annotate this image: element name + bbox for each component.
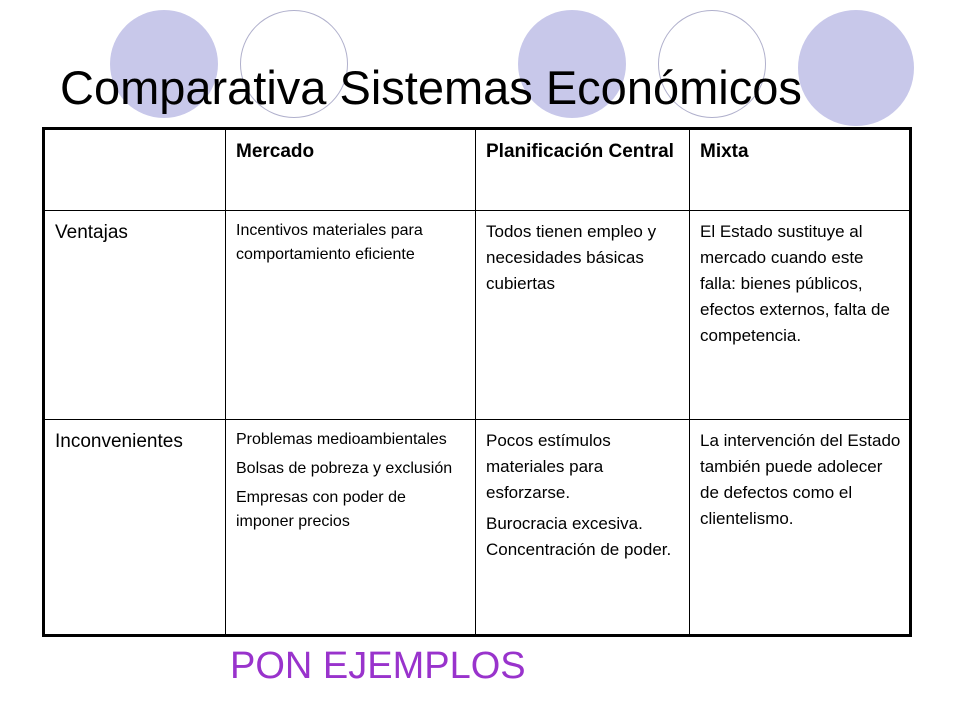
cell-text: Problemas medioambientales: [236, 431, 447, 448]
header-cell-mercado: Mercado: [226, 129, 476, 211]
cell-text: El Estado sustituye al mercado cuando este falla: bienes públicos, efectos externos, falta de competencia.: [700, 222, 890, 345]
decorative-circle: [798, 10, 914, 126]
table-header-row: [44, 129, 911, 211]
footer-prompt: PON EJEMPLOS: [230, 645, 526, 687]
table-row-ventajas: [44, 211, 911, 420]
table-cell: [690, 420, 911, 636]
row-label-ventajas: Ventajas: [44, 211, 226, 420]
table-cell: [476, 420, 690, 636]
cell-text: La intervención del Estado también puede adolecer de defectos como el clientelismo.: [700, 431, 901, 528]
cell-text: Incentivos materiales para comportamiento eficiente: [236, 222, 423, 263]
slide-title: Comparativa Sistemas Económicos: [60, 61, 802, 114]
header-cell-mixta: Mixta: [690, 129, 911, 211]
table-cell: [476, 211, 690, 420]
cell-text: Empresas con poder de imponer precios: [236, 489, 406, 530]
header-cell-planificacion: Planificación Central: [476, 129, 690, 211]
header-cell-empty: [44, 129, 226, 211]
table-cell: [226, 420, 476, 636]
comparison-table: [42, 127, 912, 637]
cell-text: Pocos estímulos materiales para esforzarse.: [486, 431, 611, 502]
row-label-inconvenientes: Inconvenientes: [44, 420, 226, 636]
cell-text: Bolsas de pobreza y exclusión: [236, 460, 453, 477]
cell-text: Burocracia excesiva. Concentración de poder.: [486, 514, 672, 559]
table-cell: [690, 211, 911, 420]
cell-text: Todos tienen empleo y necesidades básicas cubiertas: [486, 222, 657, 293]
table-cell: [226, 211, 476, 420]
table-row-inconvenientes: [44, 420, 911, 636]
